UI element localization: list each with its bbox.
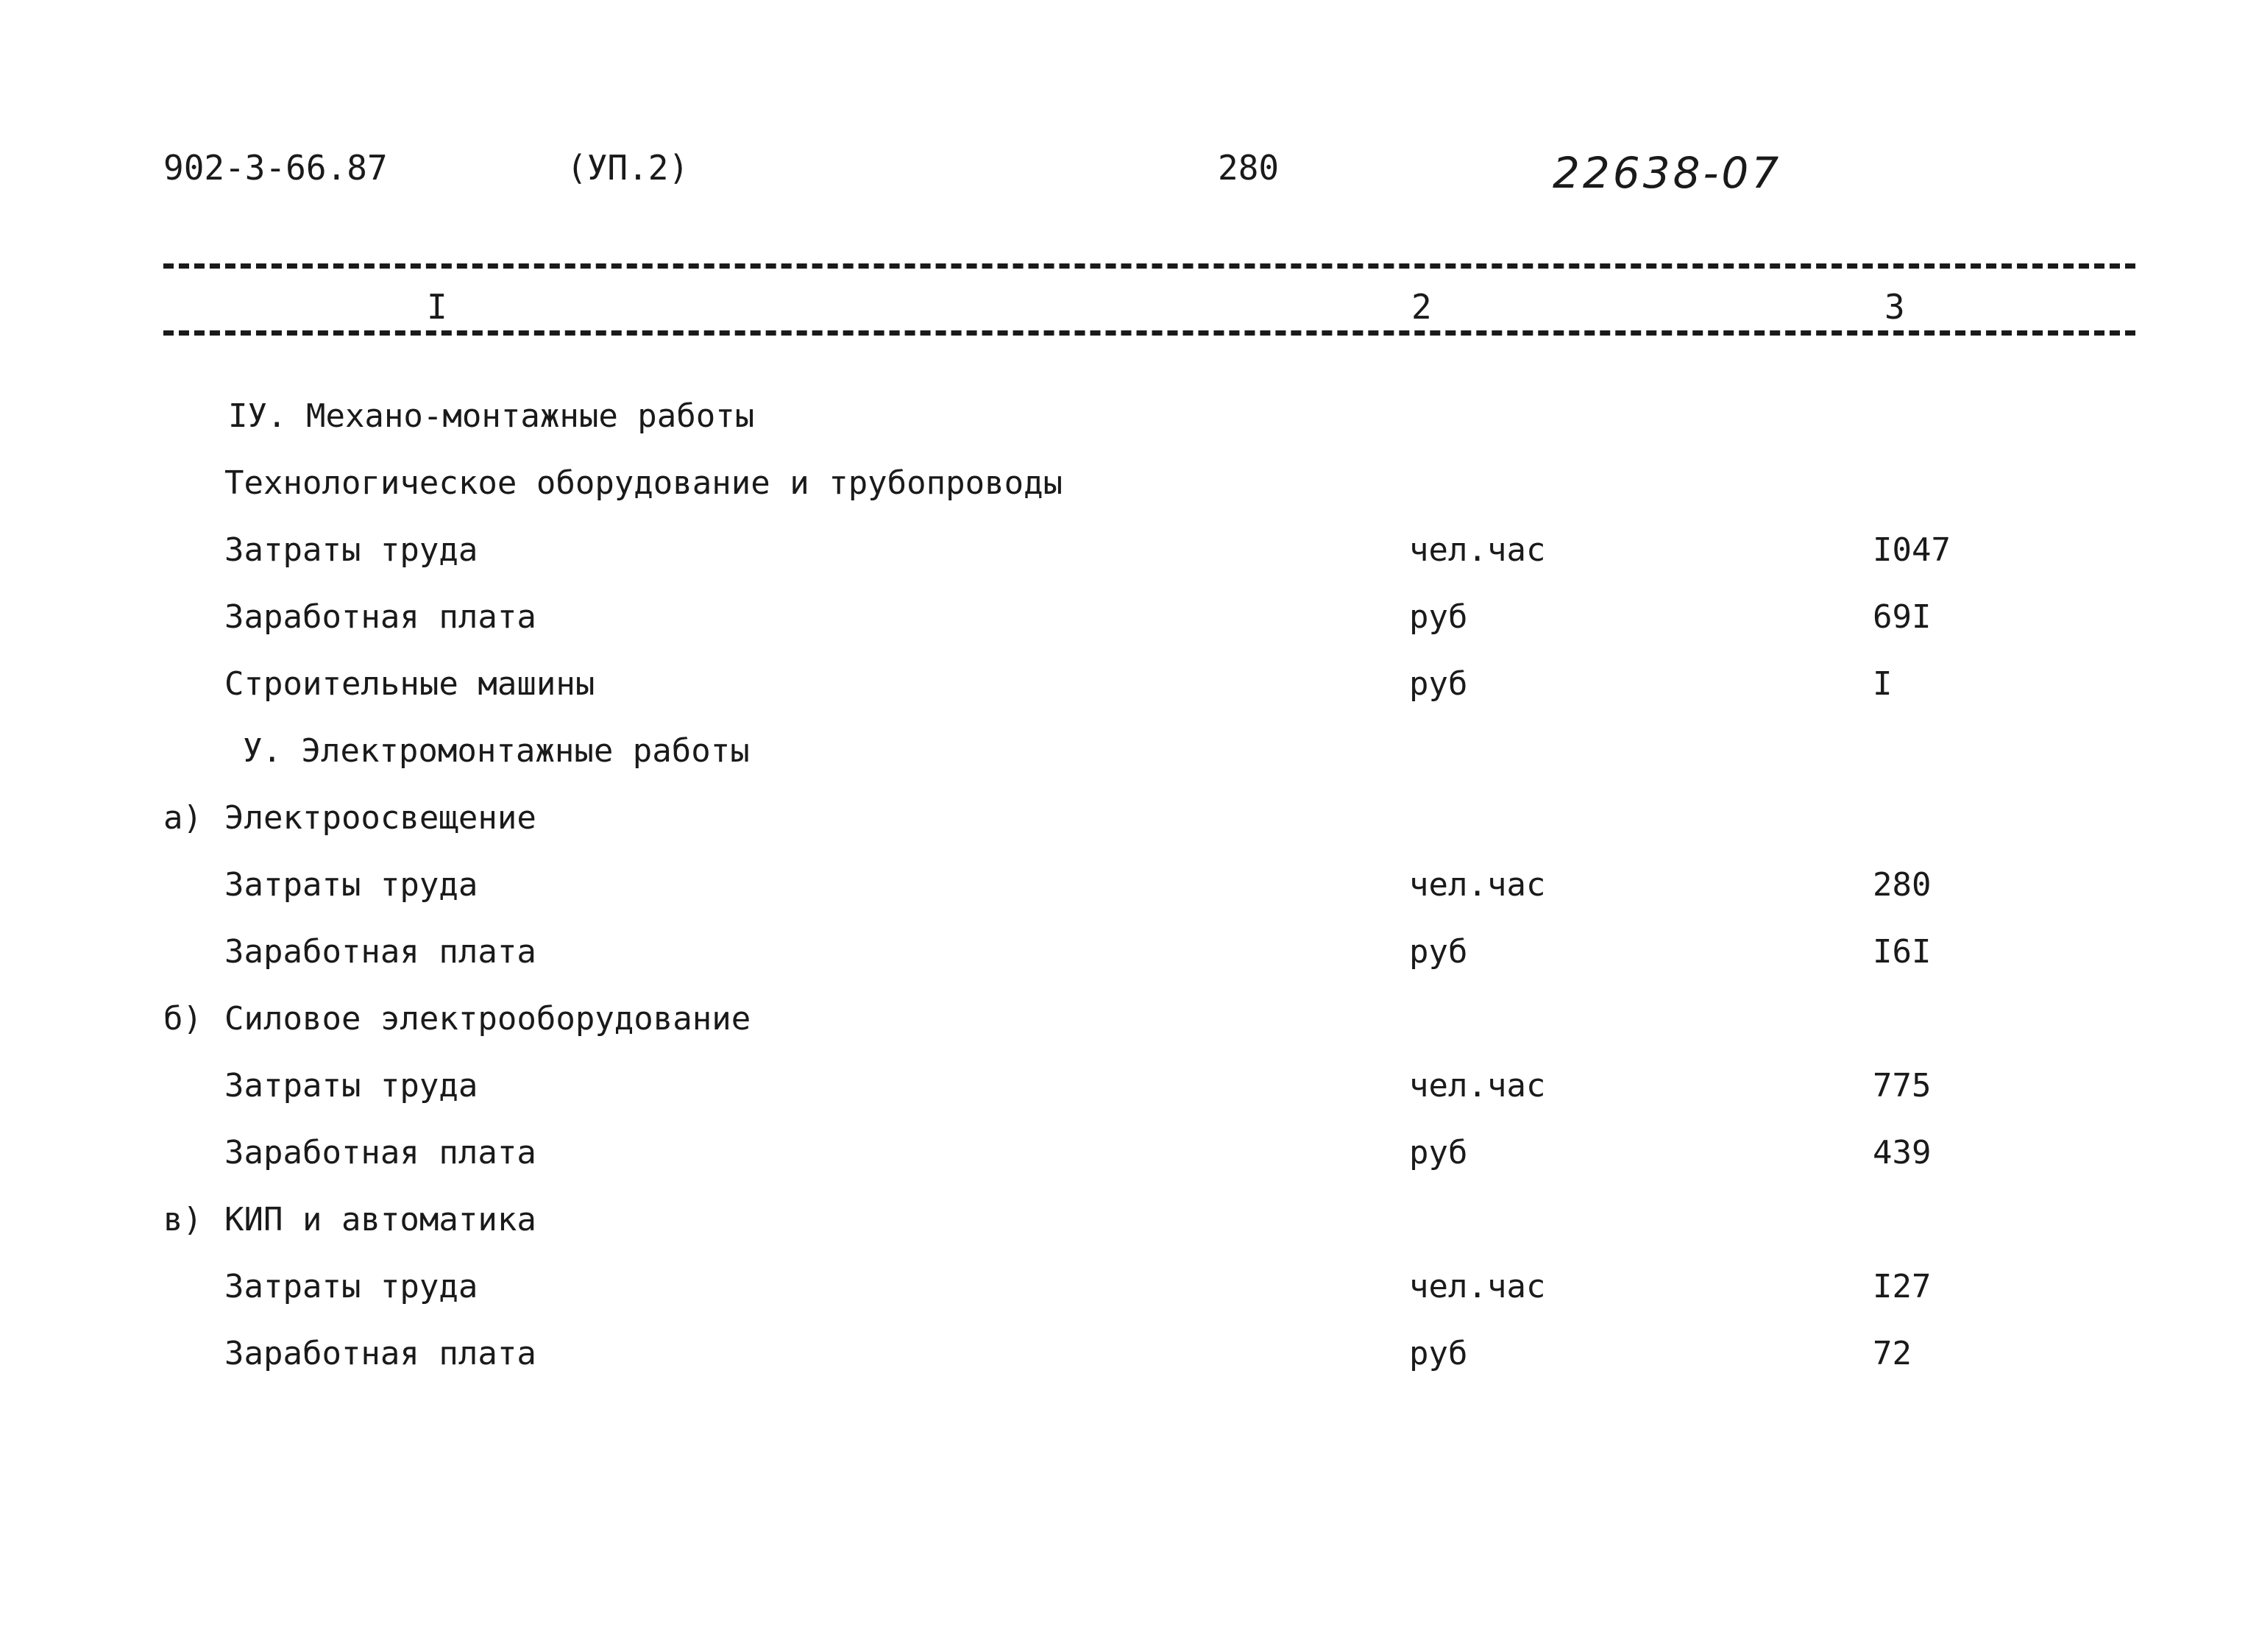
row-label: Затраты труда [224,1067,478,1105]
page-number: 280 [1218,148,1280,188]
row-label: Заработная плата [224,1335,536,1372]
row-label: Технологическое оборудование и трубопроводы [224,464,1063,502]
row-value: 775 [1873,1067,1932,1105]
table-row [0,990,2259,1049]
table-row [0,387,2259,446]
row-label: Заработная плата [224,1134,536,1171]
row-unit: руб [1409,933,1468,971]
document-part: (УП.2) [567,148,689,188]
table-row [0,1258,2259,1316]
row-label: Строительные машины [224,665,595,703]
row-unit: руб [1409,1335,1468,1372]
row-value: 439 [1873,1134,1932,1171]
row-label: Заработная плата [224,933,536,971]
column-number-2: 2 [1407,286,1436,328]
table-row [0,1325,2259,1383]
table-row [0,521,2259,580]
column-number-3: 3 [1880,286,1909,328]
row-label: Заработная плата [224,598,536,636]
row-value: 69I [1873,598,1932,636]
row-unit: чел.час [1409,1067,1546,1105]
row-value: I [1873,665,1893,703]
row-mark: б) [163,1000,202,1038]
row-label: Затраты труда [224,531,478,569]
table-row [0,1124,2259,1183]
table-row [0,588,2259,647]
row-unit: руб [1409,1134,1468,1171]
row-unit: руб [1409,598,1468,636]
table-row [0,655,2259,714]
document-code: 902-3-66.87 [163,148,388,188]
table-row [0,454,2259,513]
table-row [0,923,2259,982]
row-unit: руб [1409,665,1468,703]
dashed-rule-top [163,263,2135,269]
row-label: Электроосвещение [224,799,536,837]
row-unit: чел.час [1409,866,1546,904]
table-row [0,856,2259,915]
row-value: I6I [1873,933,1932,971]
row-unit: чел.час [1409,531,1546,569]
column-number-1: I [422,286,452,328]
row-value: 280 [1873,866,1932,904]
row-value: 72 [1873,1335,1912,1372]
row-label: Затраты труда [224,866,478,904]
row-label: Затраты труда [224,1268,478,1305]
table-row [0,1191,2259,1249]
dashed-rule-bottom [163,330,2135,336]
row-unit: чел.час [1409,1268,1546,1305]
row-mark: а) [163,799,202,837]
table-row [0,722,2259,781]
row-label: Силовое электрооборудование [224,1000,751,1038]
row-label: У. Электромонтажные работы [243,732,750,770]
row-label: КИП и автоматика [224,1201,536,1238]
row-value: I27 [1873,1268,1932,1305]
row-label: IУ. Механо-монтажные работы [228,397,755,435]
handwritten-reference: 22638-07 [1553,148,1782,198]
table-row [0,789,2259,848]
row-value: I047 [1873,531,1951,569]
row-mark: в) [163,1201,202,1238]
table-row [0,1057,2259,1116]
